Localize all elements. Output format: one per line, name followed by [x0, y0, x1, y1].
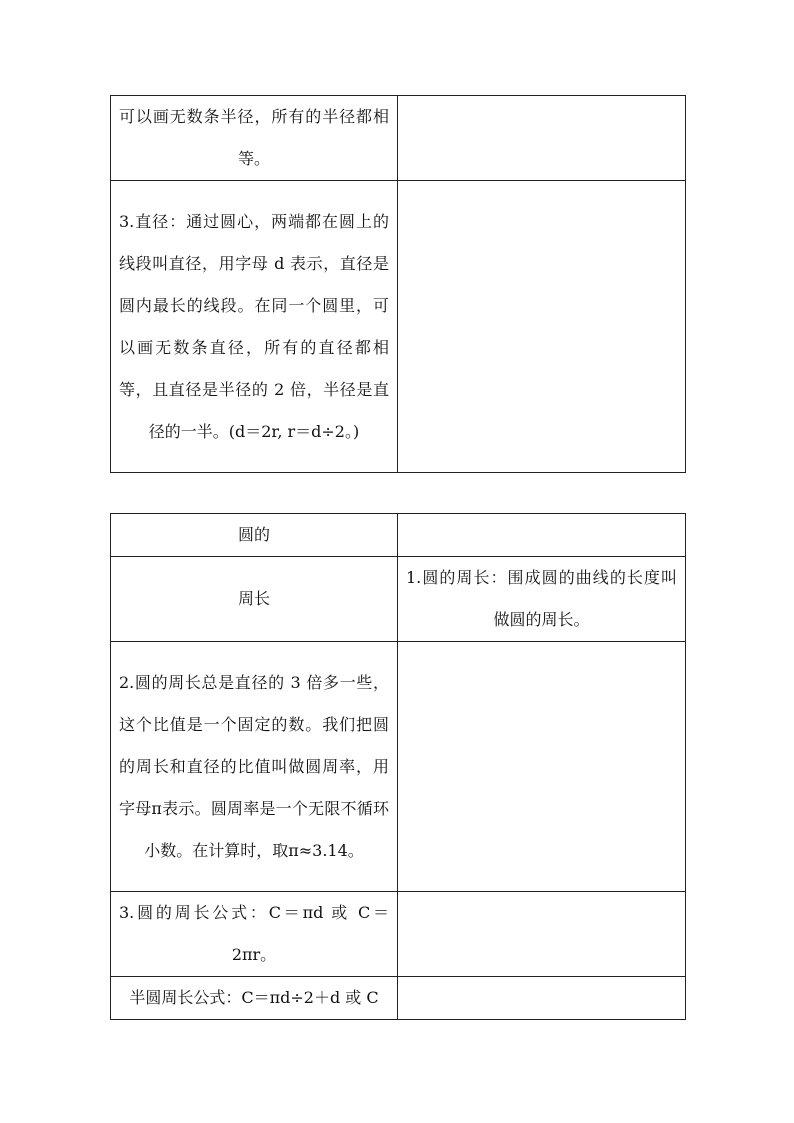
cell-radius-note — [111, 96, 398, 181]
table-row — [111, 892, 686, 977]
cell-text: 3.圆的周长公式：C＝πd 或 C＝2πr。 — [119, 903, 389, 964]
cell-empty — [398, 96, 686, 181]
notes-table-circumference — [110, 513, 686, 1020]
cell-semicircle-formula — [111, 977, 398, 1020]
table-row — [111, 557, 686, 642]
cell-heading-yuande — [111, 514, 398, 557]
notes-table-radius-diameter — [110, 95, 686, 473]
cell-text: 半圆周长公式：C＝πd÷2＋d 或 C — [129, 988, 379, 1007]
cell-pi-definition — [111, 642, 398, 892]
table-row — [111, 96, 686, 181]
cell-empty — [398, 642, 686, 892]
cell-empty — [398, 514, 686, 557]
cell-text: 可以画无数条半径，所有的半径都相等。 — [119, 107, 389, 168]
cell-diameter-definition — [111, 181, 398, 473]
cell-empty — [398, 977, 686, 1020]
cell-empty — [398, 181, 686, 473]
cell-text: 圆的 — [237, 525, 270, 544]
table-row — [111, 514, 686, 557]
cell-empty — [398, 892, 686, 977]
cell-circumference-formula — [111, 892, 398, 977]
table-row — [111, 642, 686, 892]
cell-text: 2.圆的周长总是直径的 3 倍多一些，这个比值是一个固定的数。我们把圆的周长和直径的比值叫做圆周率，用字母π表示。圆周率是一个无限不循环小数。在计算时，取π≈3.14。 — [119, 672, 389, 860]
table-row — [111, 181, 686, 473]
cell-text: 1.圆的周长：围成圆的曲线的长度叫做圆的周长。 — [406, 568, 677, 629]
cell-text: 3.直径：通过圆心，两端都在圆上的线段叫直径，用字母 d 表示，直径是圆内最长的线段。在同一个圆里，可以画无数条直径，所有的直径都相等，且直径是半径的 2 倍，半径是直径的一半。(d＝2r, r＝d÷2。) — [119, 211, 389, 441]
cell-text: 周长 — [237, 589, 270, 608]
cell-heading-zhouchang — [111, 557, 398, 642]
table-row — [111, 977, 686, 1020]
cell-circumference-definition — [398, 557, 686, 642]
